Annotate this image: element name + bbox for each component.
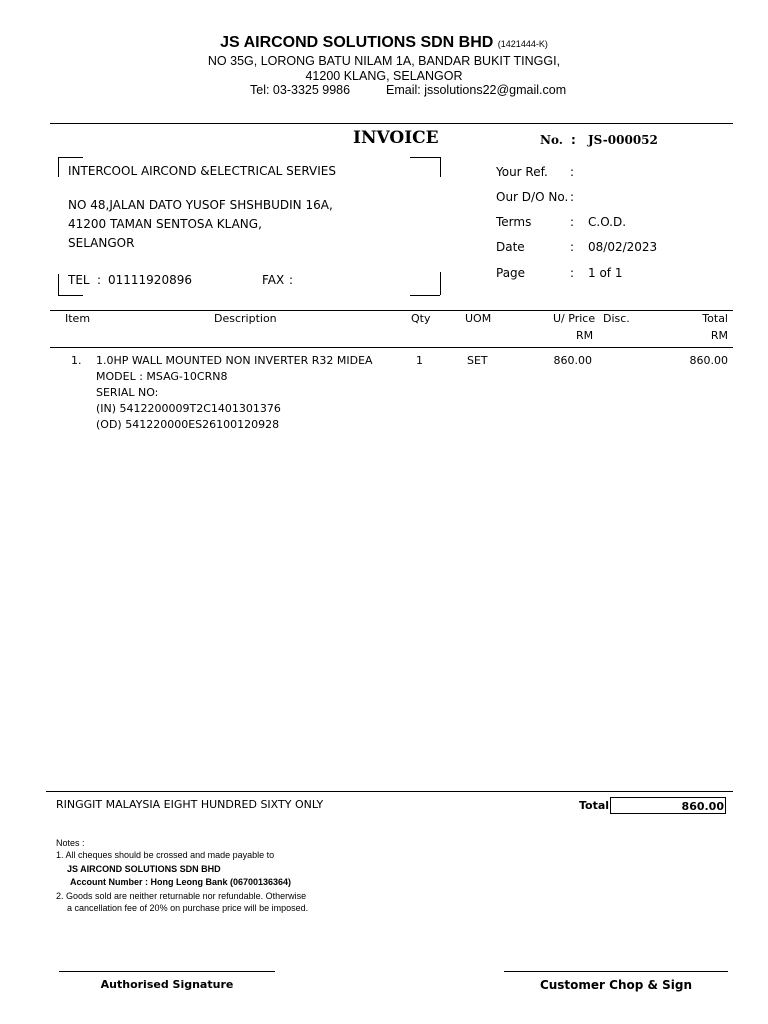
invoice-title: INVOICE <box>353 128 439 148</box>
col-header-total-currency: RM <box>710 329 728 342</box>
customer-name: INTERCOOL AIRCOND &ELECTRICAL SERVIES <box>68 164 336 178</box>
detail-colon: : <box>570 240 575 254</box>
detail-value-page: 1 of 1 <box>588 266 623 280</box>
table-header-divider <box>50 347 733 348</box>
notes-account: Account Number : Hong Leong Bank (06700136364) <box>70 877 292 887</box>
row-description-line: SERIAL NO: <box>96 386 159 399</box>
amount-in-words: RINGGIT MALAYSIA EIGHT HUNDRED SIXTY ONLY <box>56 798 324 811</box>
row-qty: 1 <box>416 354 423 367</box>
detail-label-date: Date <box>496 240 525 254</box>
row-description-line: MODEL : MSAG-10CRN8 <box>96 370 228 383</box>
bracket-top-left <box>58 157 83 158</box>
header-divider <box>50 123 733 124</box>
notes-line: 1. All cheques should be crossed and made payable to <box>56 850 275 860</box>
customer-fax-label: FAX <box>262 273 285 287</box>
customer-tel-value: 01111920896 <box>108 273 192 287</box>
invoice-no-label: No. <box>540 133 563 147</box>
authorised-signature-line <box>59 971 275 972</box>
customer-address-line3: SELANGOR <box>68 236 135 250</box>
bracket-bottom-right <box>410 295 440 296</box>
col-header-uom: UOM <box>465 312 492 325</box>
bracket-bottom-left <box>58 295 83 296</box>
row-unit-price: 860.00 <box>553 354 592 367</box>
detail-label-page: Page <box>496 266 526 280</box>
row-description-line: (IN) 5412200009T2C1401301376 <box>96 402 281 415</box>
company-tel: Tel: 03-3325 9986 <box>250 83 351 97</box>
company-address-line1: NO 35G, LORONG BATU NILAM 1A, BANDAR BUKIT TINGGI, <box>207 54 561 68</box>
customer-tel-label: TEL <box>68 273 90 287</box>
table-top-border <box>50 310 733 311</box>
customer-chop-line <box>504 971 728 972</box>
notes-line: a cancellation fee of 20% on purchase price will be imposed. <box>67 903 309 913</box>
total-label: Total <box>579 799 610 812</box>
customer-chop-label: Customer Chop & Sign <box>539 978 693 992</box>
detail-value-date: 08/02/2023 <box>588 240 658 254</box>
customer-address-line2: 41200 TAMAN SENTOSA KLANG, <box>68 217 262 231</box>
invoice-no-colon: : <box>571 133 576 147</box>
col-header-description: Description <box>214 312 277 325</box>
row-item-no: 1. <box>71 354 82 367</box>
company-address-line2: 41200 KLANG, SELANGOR <box>305 69 463 83</box>
detail-colon: : <box>570 266 575 280</box>
col-header-item: Item <box>65 312 91 325</box>
detail-label-terms: Terms <box>496 215 532 229</box>
row-description-line: (OD) 541220000ES26100120928 <box>96 418 280 431</box>
row-description-line: 1.0HP WALL MOUNTED NON INVERTER R32 MIDEA <box>96 354 373 367</box>
detail-label-your-ref: Your Ref. <box>496 165 548 179</box>
company-name: JS AIRCOND SOLUTIONS SDN BHD <box>220 34 494 51</box>
authorised-signature-label: Authorised Signature <box>100 978 234 991</box>
bracket-top-right <box>410 157 440 158</box>
row-total: 860.00 <box>689 354 728 367</box>
detail-colon: : <box>570 215 575 229</box>
col-header-qty: Qty <box>411 312 431 325</box>
detail-value-terms: C.O.D. <box>588 215 627 229</box>
col-header-unit-price-currency: RM <box>576 329 594 342</box>
row-uom: SET <box>467 354 488 367</box>
customer-fax-colon: : <box>289 273 294 287</box>
company-header <box>0 34 768 52</box>
notes-line: 2. Goods sold are neither returnable nor refundable. Otherwise <box>56 891 307 901</box>
company-email: Email: jssolutions22@gmail.com <box>386 83 567 97</box>
customer-address-line1: NO 48,JALAN DATO YUSOF SHSHBUDIN 16A, <box>68 198 333 212</box>
company-reg-no: (1421444-K) <box>497 39 548 49</box>
col-header-unit-price: U/ Price <box>553 312 596 325</box>
detail-colon: : <box>570 165 575 179</box>
total-value: 860.00 <box>681 800 724 813</box>
invoice-no-value: JS-000052 <box>588 133 658 147</box>
detail-colon: : <box>570 190 575 204</box>
notes-payee: JS AIRCOND SOLUTIONS SDN BHD <box>67 864 221 874</box>
customer-tel-colon: : <box>97 273 102 287</box>
summary-divider <box>46 791 733 792</box>
col-header-total: Total <box>702 312 728 325</box>
detail-label-our-do: Our D/O No. <box>496 190 569 204</box>
col-header-disc: Disc. <box>603 312 630 325</box>
notes-heading: Notes : <box>56 838 85 848</box>
